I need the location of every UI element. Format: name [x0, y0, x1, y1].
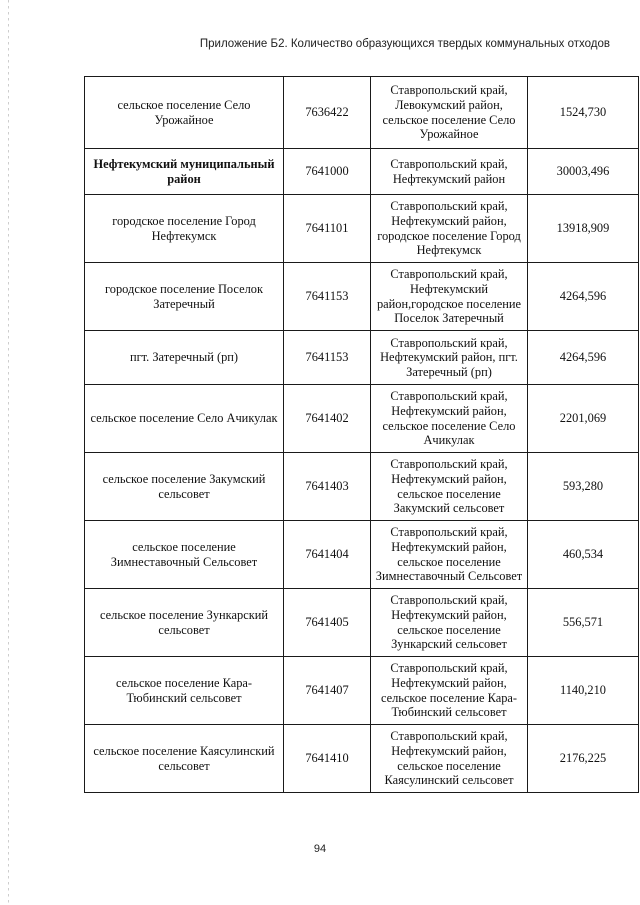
oktmo-code-cell: 7641153 [284, 331, 371, 385]
oktmo-code-cell: 7641404 [284, 521, 371, 589]
address-cell: Ставропольский край, Нефтекумский район,городское поселение Поселок Затеречный [371, 263, 528, 331]
oktmo-code-cell: 7641153 [284, 263, 371, 331]
table-row [85, 589, 639, 657]
oktmo-code-cell: 7636422 [284, 77, 371, 149]
page-header: Приложение Б2. Количество образующихся твердых коммунальных отходов [199, 38, 610, 50]
waste-value-cell: 1140,210 [528, 657, 639, 725]
table-row [85, 453, 639, 521]
waste-value-cell: 1524,730 [528, 77, 639, 149]
settlement-name-cell: городское поселение Город Нефтекумск [85, 195, 284, 263]
address-cell: Ставропольский край, Нефтекумский район, сельское поселение Закумский сельсовет [371, 453, 528, 521]
waste-value-cell: 30003,496 [528, 149, 639, 195]
waste-value-cell: 593,280 [528, 453, 639, 521]
address-cell: Ставропольский край, Нефтекумский район, сельское поселение Село Ачикулак [371, 385, 528, 453]
waste-value-cell: 2176,225 [528, 725, 639, 793]
settlement-name-cell: сельское поселение Кара-Тюбинский сельсовет [85, 657, 284, 725]
scan-margin-dots [8, 0, 9, 905]
address-cell: Ставропольский край, Левокумский район, сельское поселение Село Урожайное [371, 77, 528, 149]
settlement-name-cell: Нефтекумский муниципальный район [85, 149, 284, 195]
table-row [85, 331, 639, 385]
waste-volume-table [84, 76, 639, 793]
address-cell: Ставропольский край, Нефтекумский район, городское поселение Город Нефтекумск [371, 195, 528, 263]
settlement-name-cell: пгт. Затеречный (рп) [85, 331, 284, 385]
table-row [85, 263, 639, 331]
address-cell: Ставропольский край, Нефтекумский район, сельское поселение Зункарский сельсовет [371, 589, 528, 657]
waste-value-cell: 2201,069 [528, 385, 639, 453]
address-cell: Ставропольский край, Нефтекумский район, сельское поселение Кара-Тюбинский сельсовет [371, 657, 528, 725]
waste-value-cell: 4264,596 [528, 263, 639, 331]
table-row [85, 385, 639, 453]
oktmo-code-cell: 7641410 [284, 725, 371, 793]
settlement-name-cell: сельское поселение Каясулинский сельсовет [85, 725, 284, 793]
settlement-name-cell: сельское поселение Зимнеставочный Сельсовет [85, 521, 284, 589]
settlement-name-cell: сельское поселение Село Урожайное [85, 77, 284, 149]
table-row [85, 725, 639, 793]
settlement-name-cell: сельское поселение Зункарский сельсовет [85, 589, 284, 657]
waste-value-cell: 13918,909 [528, 195, 639, 263]
settlement-name-cell: сельское поселение Закумский сельсовет [85, 453, 284, 521]
page-number: 94 [313, 843, 327, 855]
oktmo-code-cell: 7641101 [284, 195, 371, 263]
waste-value-cell: 556,571 [528, 589, 639, 657]
address-cell: Ставропольский край, Нефтекумский район [371, 149, 528, 195]
table-row [85, 657, 639, 725]
waste-value-cell: 460,534 [528, 521, 639, 589]
table-row [85, 521, 639, 589]
oktmo-code-cell: 7641405 [284, 589, 371, 657]
address-cell: Ставропольский край, Нефтекумский район, сельское поселение Зимнеставочный Сельсовет [371, 521, 528, 589]
settlement-name-cell: городское поселение Поселок Затеречный [85, 263, 284, 331]
oktmo-code-cell: 7641402 [284, 385, 371, 453]
waste-value-cell: 4264,596 [528, 331, 639, 385]
oktmo-code-cell: 7641000 [284, 149, 371, 195]
address-cell: Ставропольский край, Нефтекумский район, пгт. Затеречный (рп) [371, 331, 528, 385]
address-cell: Ставропольский край, Нефтекумский район, сельское поселение Каясулинский сельсовет [371, 725, 528, 793]
oktmo-code-cell: 7641403 [284, 453, 371, 521]
oktmo-code-cell: 7641407 [284, 657, 371, 725]
table-row [85, 149, 639, 195]
settlement-name-cell: сельское поселение Село Ачикулак [85, 385, 284, 453]
table-row [85, 77, 639, 149]
table-row [85, 195, 639, 263]
